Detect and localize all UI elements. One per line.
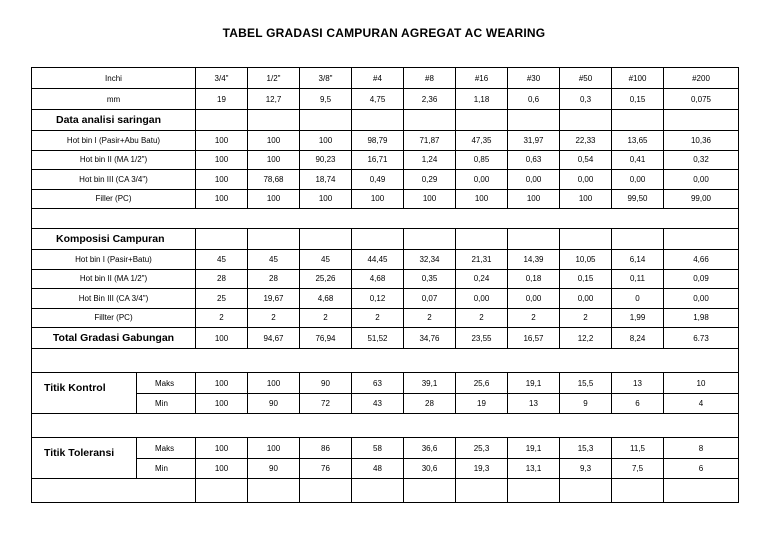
table-row [32,250,739,270]
komposisi-heading-row [32,229,739,250]
value-cell: 100 [248,150,300,170]
value-cell: 0,00 [456,289,508,309]
value-cell: 47,35 [456,131,508,151]
empty-cell [248,110,300,131]
row-label: Filler (PC) [32,189,196,209]
value-cell: 4 [664,394,739,414]
kontrol-maks-row [32,373,739,394]
blank-row [32,209,739,229]
value-cell: 43 [352,394,404,414]
value-cell: 13 [612,373,664,394]
empty-cell [404,110,456,131]
value-cell: 1,24 [404,150,456,170]
value-cell: 4,75 [352,89,404,110]
value-cell: 6 [612,394,664,414]
empty-cell [352,110,404,131]
value-cell: 0,00 [664,170,739,190]
value-cell: #50 [560,68,612,89]
value-cell: 100 [248,131,300,151]
value-cell: 9,5 [300,89,352,110]
empty-cell [560,479,612,503]
value-cell: 4,68 [352,269,404,289]
value-cell: 44,45 [352,250,404,270]
section-heading: Komposisi Campuran [32,229,196,250]
value-cell: 1,18 [456,89,508,110]
value-cell: 0,00 [508,289,560,309]
value-cell: 90 [300,373,352,394]
value-cell: 45 [300,250,352,270]
value-cell: 76 [300,459,352,479]
value-cell: 100 [196,394,248,414]
value-cell: 25,26 [300,269,352,289]
value-cell: 0,6 [508,89,560,110]
total-row [32,328,739,349]
blank-cell [32,414,739,438]
value-cell: 2 [508,308,560,328]
value-cell: 14,39 [508,250,560,270]
value-cell: 16,57 [508,328,560,349]
value-cell: 21,31 [456,250,508,270]
empty-cell [560,229,612,250]
value-cell: 100 [300,131,352,151]
total-label: Total Gradasi Gabungan [32,328,196,349]
min-label: Min [137,394,196,414]
value-cell: 100 [196,438,248,459]
row-label: Hot bin I (Pasir+Abu Batu) [32,131,196,151]
value-cell: 51,52 [352,328,404,349]
value-cell: 3/8" [300,68,352,89]
empty-cell [248,479,300,503]
value-cell: 12,7 [248,89,300,110]
row-label: Hot Bin III (CA 3/4") [32,289,196,309]
value-cell: 0,12 [352,289,404,309]
value-cell: 0,00 [560,170,612,190]
kontrol-label: Titik Kontrol [32,373,137,394]
value-cell: 90,23 [300,150,352,170]
empty-cell [664,110,739,131]
empty-cell [612,110,664,131]
value-cell: 11,5 [612,438,664,459]
value-cell: 10,05 [560,250,612,270]
empty-cell [456,110,508,131]
empty-cell [196,110,248,131]
empty-cell [456,229,508,250]
value-cell: 2 [300,308,352,328]
blank-cell [32,209,739,229]
value-cell: 0,54 [560,150,612,170]
empty-cell [404,479,456,503]
value-cell: 2 [404,308,456,328]
empty-cell [560,110,612,131]
empty-cell [352,479,404,503]
value-cell: 45 [196,250,248,270]
value-cell: 90 [248,459,300,479]
empty-cell [352,229,404,250]
empty-cell [508,479,560,503]
value-cell: 4,68 [300,289,352,309]
value-cell: 0,00 [612,170,664,190]
value-cell: 0,41 [612,150,664,170]
value-cell: 25 [196,289,248,309]
maks-label: Maks [137,373,196,394]
value-cell: 100 [508,189,560,209]
table-row [32,189,739,209]
empty-cell [300,110,352,131]
empty-cell [612,229,664,250]
value-cell: 2 [248,308,300,328]
value-cell: 19,3 [456,459,508,479]
value-cell: 16,71 [352,150,404,170]
value-cell: 4,66 [664,250,739,270]
value-cell: 31,97 [508,131,560,151]
value-cell: 36,6 [404,438,456,459]
value-cell: 100 [404,189,456,209]
row-label: Hot bin II (MA 1/2") [32,269,196,289]
inchi-label: Inchi [32,68,196,89]
value-cell: 2 [560,308,612,328]
value-cell: 39,1 [404,373,456,394]
value-cell: 3/4" [196,68,248,89]
value-cell: 19,1 [508,373,560,394]
empty-cell [664,479,739,503]
value-cell: 2 [196,308,248,328]
empty-cell [32,479,196,503]
value-cell: 100 [352,189,404,209]
value-cell: 0,49 [352,170,404,190]
value-cell: 94,67 [248,328,300,349]
value-cell: 19 [456,394,508,414]
table-row [32,308,739,328]
value-cell: 0 [612,289,664,309]
value-cell: 71,87 [404,131,456,151]
toleransi-label: Titik Toleransi [32,438,137,459]
value-cell: 23,55 [456,328,508,349]
value-cell: 1,99 [612,308,664,328]
value-cell: 78,68 [248,170,300,190]
value-cell: 100 [300,189,352,209]
value-cell: 98,79 [352,131,404,151]
empty-cell [196,229,248,250]
value-cell: 63 [352,373,404,394]
value-cell: 6 [664,459,739,479]
value-cell: 76,94 [300,328,352,349]
value-cell: 0,07 [404,289,456,309]
empty-cell [300,229,352,250]
table-row [32,150,739,170]
empty-cell [248,229,300,250]
value-cell: #200 [664,68,739,89]
table-row [32,269,739,289]
value-cell: 100 [196,189,248,209]
value-cell: 0,85 [456,150,508,170]
value-cell: 28 [196,269,248,289]
value-cell: 100 [248,438,300,459]
row-label: Hot bin I (Pasir+Batu) [32,250,196,270]
value-cell: 0,32 [664,150,739,170]
blank-row [32,414,739,438]
value-cell: 100 [456,189,508,209]
value-cell: 28 [404,394,456,414]
value-cell: 100 [248,189,300,209]
value-cell: 7,5 [612,459,664,479]
table-row [32,289,739,309]
row-label: Hot bin II (MA 1/2") [32,150,196,170]
value-cell: #16 [456,68,508,89]
value-cell: 100 [196,131,248,151]
value-cell: 28 [248,269,300,289]
value-cell: 100 [196,328,248,349]
value-cell: 9,3 [560,459,612,479]
value-cell: 1/2" [248,68,300,89]
value-cell: #100 [612,68,664,89]
value-cell: 8 [664,438,739,459]
value-cell: 25,6 [456,373,508,394]
value-cell: 0,15 [612,89,664,110]
value-cell: 0,11 [612,269,664,289]
value-cell: 13 [508,394,560,414]
empty-cell [196,479,248,503]
value-cell: 10,36 [664,131,739,151]
value-cell: 6.73 [664,328,739,349]
value-cell: 100 [196,459,248,479]
value-cell: 1,98 [664,308,739,328]
value-cell: 2 [456,308,508,328]
value-cell: 100 [196,150,248,170]
row-label: Fillter (PC) [32,308,196,328]
kontrol-min-row [32,394,739,414]
value-cell: 0,24 [456,269,508,289]
value-cell: 19 [196,89,248,110]
value-cell: 100 [560,189,612,209]
value-cell: 13,65 [612,131,664,151]
value-cell: 32,34 [404,250,456,270]
value-cell: 6,14 [612,250,664,270]
empty-cell [404,229,456,250]
value-cell: #30 [508,68,560,89]
gradation-table [31,67,739,503]
value-cell: 86 [300,438,352,459]
mm-label: mm [32,89,196,110]
section-heading: Data analisi saringan [32,110,196,131]
value-cell: 15,5 [560,373,612,394]
value-cell: 100 [196,373,248,394]
blank-row [32,479,739,503]
value-cell: 19,1 [508,438,560,459]
value-cell: 0,15 [560,269,612,289]
value-cell: 15,3 [560,438,612,459]
value-cell: 30,6 [404,459,456,479]
value-cell: 12,2 [560,328,612,349]
analisa-heading-row [32,110,739,131]
value-cell: 19,67 [248,289,300,309]
value-cell: 0,18 [508,269,560,289]
value-cell: 13,1 [508,459,560,479]
value-cell: #8 [404,68,456,89]
toleransi-maks-row [32,438,739,459]
value-cell: 9 [560,394,612,414]
row-label: Hot bin III (CA 3/4") [32,170,196,190]
value-cell: 2,36 [404,89,456,110]
value-cell: #4 [352,68,404,89]
empty-cell [32,394,137,414]
value-cell: 0,09 [664,269,739,289]
mm-row [32,89,739,110]
value-cell: 0,00 [560,289,612,309]
value-cell: 100 [196,170,248,190]
toleransi-min-row [32,459,739,479]
blank-cell [32,349,739,373]
value-cell: 72 [300,394,352,414]
value-cell: 2 [352,308,404,328]
maks-label: Maks [137,438,196,459]
value-cell: 0,29 [404,170,456,190]
empty-cell [32,459,137,479]
empty-cell [664,229,739,250]
blank-row [32,349,739,373]
value-cell: 0,35 [404,269,456,289]
value-cell: 90 [248,394,300,414]
table-row [32,131,739,151]
empty-cell [508,229,560,250]
value-cell: 0,3 [560,89,612,110]
value-cell: 18,74 [300,170,352,190]
value-cell: 0,63 [508,150,560,170]
value-cell: 99,00 [664,189,739,209]
value-cell: 25,3 [456,438,508,459]
value-cell: 10 [664,373,739,394]
empty-cell [300,479,352,503]
empty-cell [612,479,664,503]
empty-cell [508,110,560,131]
inchi-row [32,68,739,89]
table-row [32,170,739,190]
value-cell: 0,00 [456,170,508,190]
page-title: TABEL GRADASI CAMPURAN AGREGAT AC WEARING [222,26,546,40]
value-cell: 0,00 [508,170,560,190]
value-cell: 0,00 [664,289,739,309]
value-cell: 58 [352,438,404,459]
value-cell: 22,33 [560,131,612,151]
value-cell: 99,50 [612,189,664,209]
value-cell: 100 [248,373,300,394]
min-label: Min [137,459,196,479]
value-cell: 0,075 [664,89,739,110]
value-cell: 34,76 [404,328,456,349]
value-cell: 48 [352,459,404,479]
value-cell: 45 [248,250,300,270]
value-cell: 8,24 [612,328,664,349]
empty-cell [456,479,508,503]
